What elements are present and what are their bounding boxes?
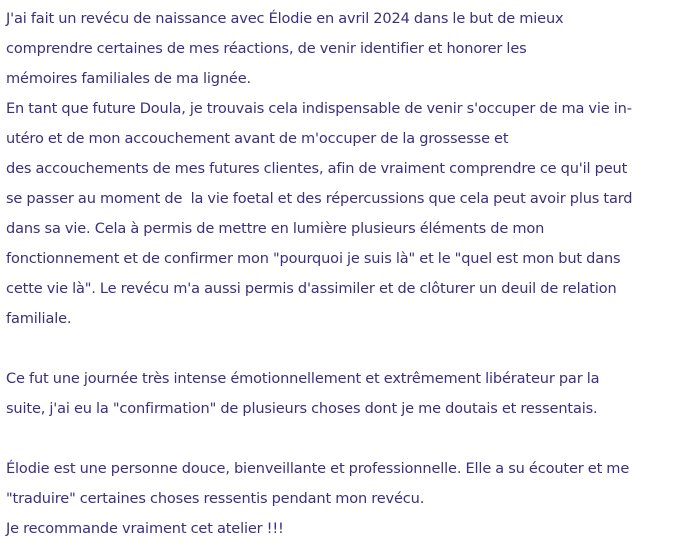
text-line: mémoires familiales de ma lignée.	[6, 70, 251, 87]
text-line: familiale.	[6, 310, 72, 327]
testimonial-text	[6, 4, 672, 544]
paragraph-spacer	[6, 334, 672, 364]
text-line: "traduire" certaines choses ressentis pendant mon revécu.	[6, 490, 425, 507]
text-line: se passer au moment de la vie foetal et des répercussions que cela peut avoir plus tard	[6, 190, 633, 207]
text-line: Élodie est une personne douce, bienveillante et professionnelle. Elle a su écouter et me	[6, 460, 630, 477]
text-line: des accouchements de mes futures clientes, afin de vraiment comprendre ce qu'il peut	[6, 160, 628, 177]
text-line: cette vie là". Le revécu m'a aussi permis d'assimiler et de clôturer un deuil de relation	[6, 280, 617, 297]
text-line: suite, j'ai eu la "confirmation" de plusieurs choses dont je me doutais et ressentais.	[6, 400, 598, 417]
text-line: fonctionnement et de confirmer mon "pourquoi je suis là" et le "quel est mon but dans	[6, 250, 621, 267]
text-line: utéro et de mon accouchement avant de m'occuper de la grossesse et	[6, 130, 509, 147]
text-line: En tant que future Doula, je trouvais cela indispensable de venir s'occuper de ma vie in-	[6, 100, 632, 117]
paragraph-3	[6, 454, 672, 544]
paragraph-2	[6, 364, 672, 424]
text-line: Je recommande vraiment cet atelier !!!	[6, 520, 284, 537]
text-line: comprendre certaines de mes réactions, de venir identifier et honorer les	[6, 40, 527, 57]
paragraph-spacer	[6, 424, 672, 454]
text-line: dans sa vie. Cela à permis de mettre en lumière plusieurs éléments de mon	[6, 220, 545, 237]
text-line: Ce fut une journée très intense émotionnellement et extrêmement libérateur par la	[6, 370, 600, 387]
paragraph-1	[6, 4, 672, 334]
text-line: J'ai fait un revécu de naissance avec Élodie en avril 2024 dans le but de mieux	[6, 10, 564, 27]
